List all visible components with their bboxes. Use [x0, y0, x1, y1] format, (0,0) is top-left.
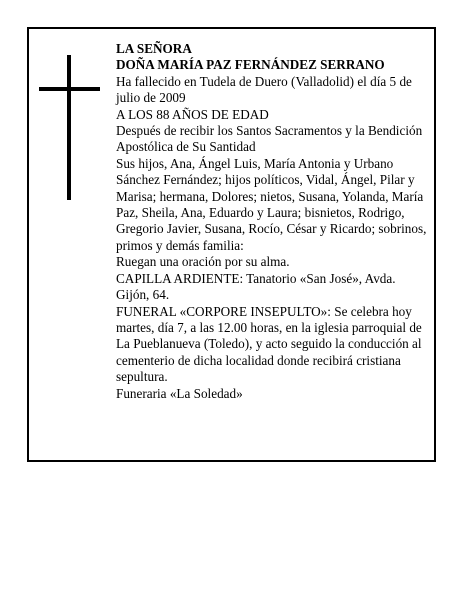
age-statement: A LOS 88 AÑOS DE EDAD [116, 106, 269, 122]
cross-icon [39, 55, 103, 200]
cross-vertical-bar [67, 55, 71, 200]
notice-text [116, 41, 428, 402]
prayer-request: Ruegan una oración por su alma. [116, 254, 290, 270]
cross-horizontal-bar [39, 87, 100, 91]
family-list: Sus hijos, Ana, Ángel Luis, María Antonia y Urbano Sánchez Fernández; hijos políticos, Vidal, Ángel, Pilar y Marisa; hermana, Dolores; nietos, Susana, Yolanda, María Paz, Sheila, Ana, Eduardo y Laura; bisnietos, Rodrigo, Gregorio Javier, Susana, Rocío, César y Ricardo; sobrinos, primos y demás familia: [116, 155, 427, 253]
chapel-info: CAPILLA ARDIENTE: Tanatorio «San José», Avda. Gijón, 64. [116, 270, 396, 303]
funeral-home: Funeraria «La Soledad» [116, 385, 243, 401]
notice-title: LA SEÑORA [116, 41, 192, 56]
deceased-name: DOÑA MARÍA PAZ FERNÁNDEZ SERRANO [116, 57, 385, 73]
death-notice [27, 27, 436, 462]
sacraments-statement: Después de recibir los Santos Sacramentos y la Bendición Apostólica de Su Santidad [116, 123, 423, 155]
funeral-info: FUNERAL «CORPORE INSEPULTO»: Se celebra hoy martes, día 7, a las 12.00 horas, en la iglesia parroquial de La Pueblanueva (Toledo), y acto seguido la conducción al cementerio de dicha localidad donde recibirá cristiana sepultura. [116, 303, 422, 385]
death-statement: Ha fallecido en Tudela de Duero (Valladolid) el día 5 de julio de 2009 [116, 73, 412, 106]
